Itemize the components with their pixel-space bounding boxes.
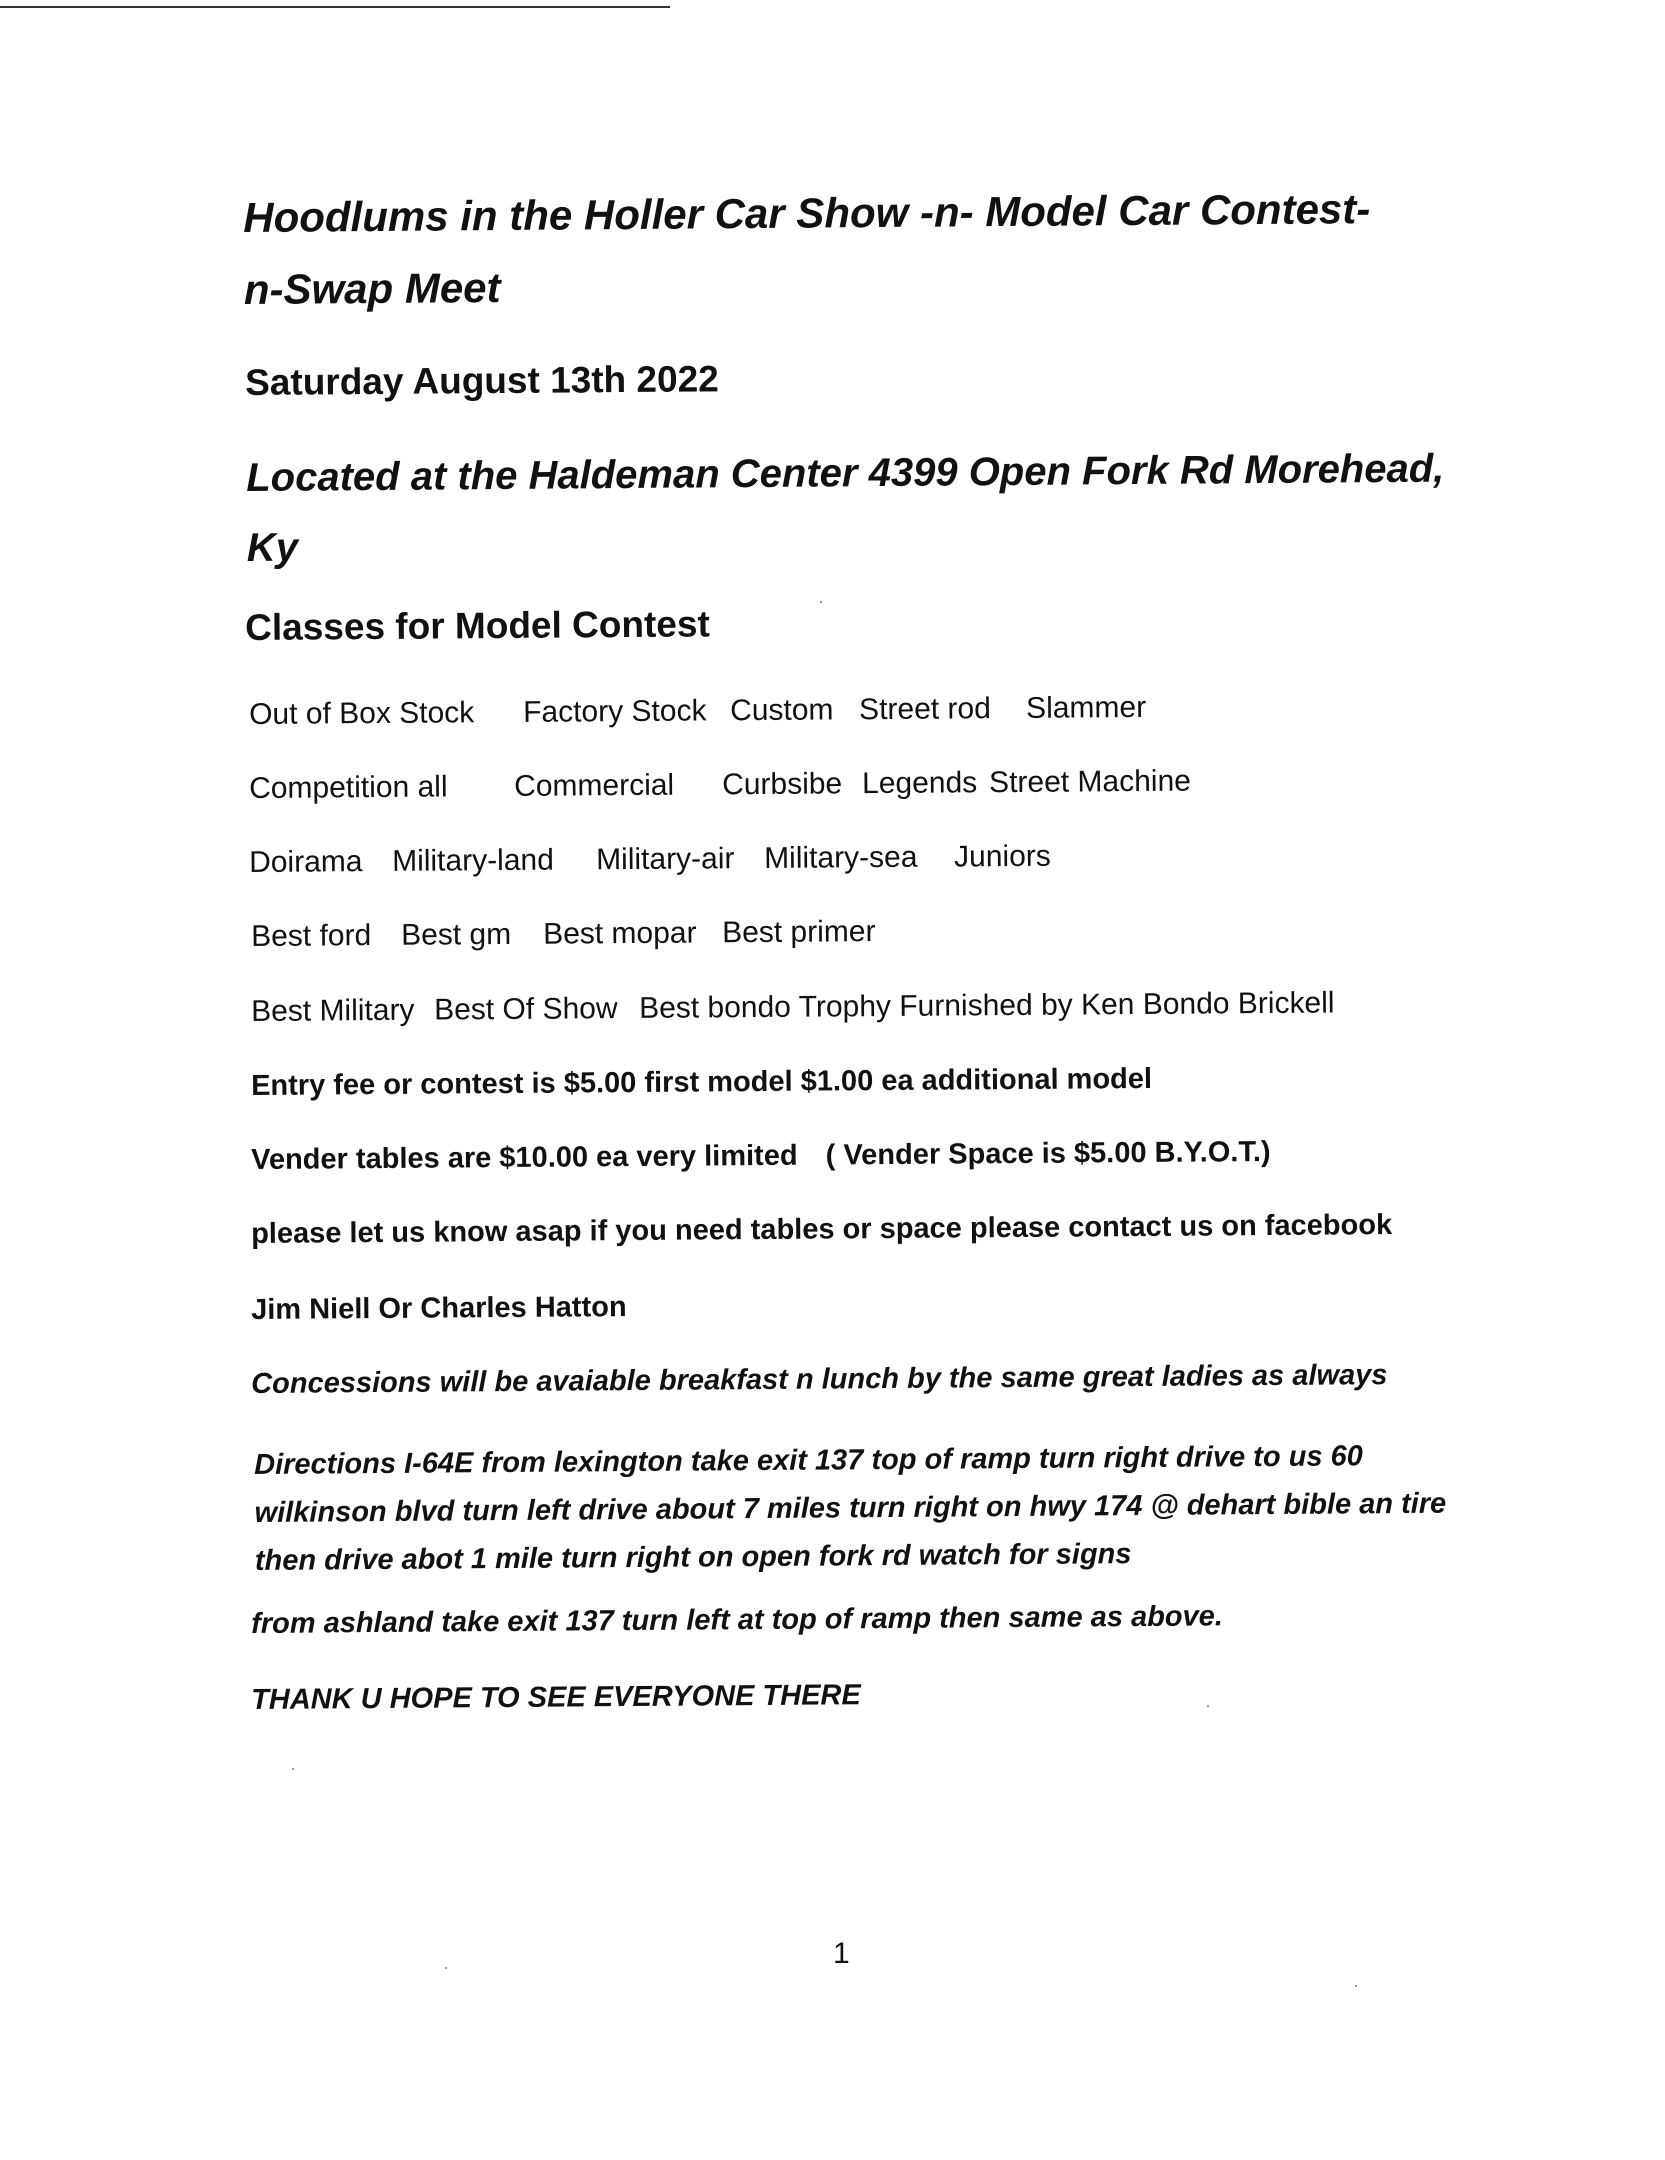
scan-speck	[292, 1768, 294, 1770]
contacts: Jim Niell Or Charles Hatton	[251, 1291, 627, 1326]
vender-tables: Vender tables are $10.00 ea very limited	[251, 1139, 798, 1176]
class-item: Best ford	[250, 919, 372, 953]
directions	[254, 1432, 1455, 1585]
class-item: Best mopar	[542, 916, 697, 951]
class-item: Best Of Show	[433, 992, 618, 1027]
class-item: Military-land	[391, 843, 554, 878]
event-date: Saturday August 13th 2022	[245, 358, 719, 403]
class-item: Legends	[861, 766, 978, 801]
entry-fee: Entry fee or contest is $5.00 first model $1.00 ea additional model	[251, 1062, 1153, 1102]
class-row-1	[249, 689, 1449, 738]
class-row-2	[249, 763, 1449, 812]
class-item: Slammer	[1025, 690, 1147, 725]
class-item: Out of Box Stock	[249, 696, 475, 731]
class-item: Commercial	[513, 768, 675, 803]
class-item: Military-air	[595, 842, 735, 877]
page-number: 1	[833, 1937, 850, 1970]
directions-line-2: wilkinson blvd turn left drive about 7 miles turn right on hwy 174 @ dehart bible an tire	[254, 1487, 1447, 1529]
class-item: Military-sea	[763, 840, 918, 875]
closing-message: THANK U HOPE TO SEE EVERYONE THERE	[251, 1679, 861, 1716]
class-item: Factory Stock	[522, 694, 707, 729]
event-title-line-2: n-Swap Meet	[243, 263, 501, 313]
event-location-line-1: Located at the Haldeman Center 4399 Open Fork Rd Morehead,	[246, 446, 1445, 500]
class-item: Juniors	[953, 839, 1051, 874]
event-location-line-2: Ky	[246, 525, 299, 570]
event-title	[243, 173, 1424, 326]
class-item: Best Military	[250, 993, 415, 1028]
scan-artifact-line	[0, 6, 670, 8]
class-item: Curbsibe	[721, 767, 843, 802]
event-title-line-1: Hoodlums in the Holler Car Show -n- Model Car Contest-	[243, 185, 1371, 241]
directions-line-1: Directions I-64E from lexington take exit 137 top of ramp turn right drive to us 60	[254, 1440, 1363, 1481]
scan-speck	[1355, 1985, 1357, 1987]
concessions: Concessions will be avaiable breakfast n lunch by the same great ladies as always	[251, 1359, 1388, 1400]
class-item: Best primer	[721, 915, 876, 950]
vender-info	[251, 1136, 1271, 1177]
vender-space: ( Vender Space is $5.00 B.Y.O.T.)	[825, 1135, 1271, 1172]
class-item: Street Machine	[988, 764, 1192, 800]
directions-line-3: then drive abot 1 mile turn right on open fork rd watch for signs	[254, 1538, 1132, 1577]
scan-speck	[445, 1967, 447, 1969]
event-location	[246, 434, 1447, 583]
class-row-4	[249, 911, 1449, 960]
classes-heading: Classes for Model Contest	[245, 603, 710, 648]
class-item: Best bondo Trophy Furnished by Ken Bondo Brickell	[638, 986, 1335, 1025]
class-item: Best gm	[400, 917, 512, 952]
class-item: Custom	[729, 693, 834, 728]
scan-speck	[1207, 1705, 1209, 1707]
class-item: Street rod	[858, 692, 991, 727]
class-row-3	[249, 837, 1449, 886]
scan-speck	[820, 601, 822, 603]
ashland-directions: from ashland take exit 137 turn left at top of ramp then same as above.	[251, 1600, 1224, 1640]
class-item: Doirama	[249, 845, 363, 879]
class-row-5	[249, 986, 1449, 1035]
class-item: Competition all	[249, 770, 448, 805]
contact-line: please let us know asap if you need tables or space please contact us on facebook	[251, 1209, 1393, 1250]
